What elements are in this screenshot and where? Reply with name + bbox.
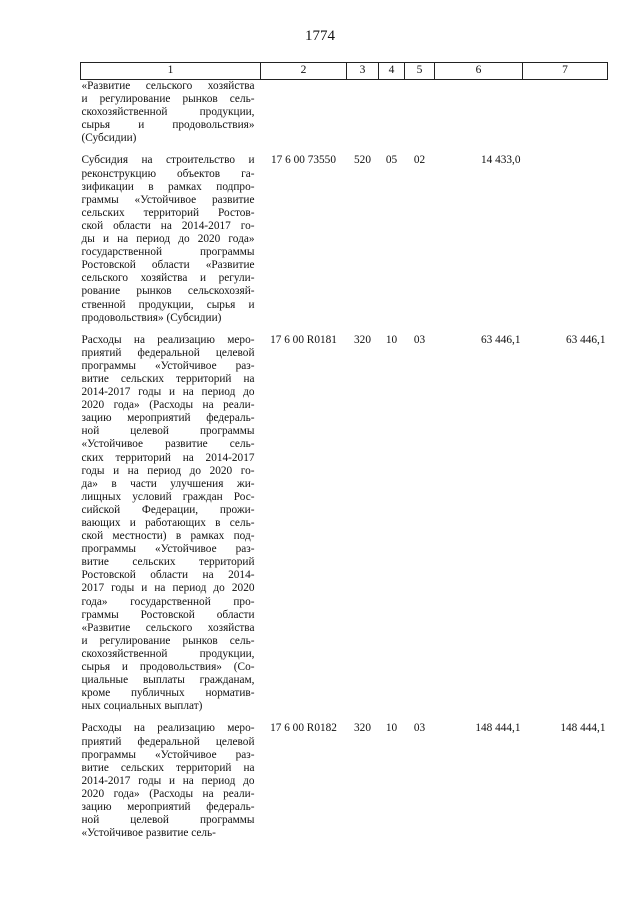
description-line: витие сельских территорий на xyxy=(81,761,255,774)
description-line: Субсидия на строительство и xyxy=(81,154,255,167)
description-line: «Устойчивое развитие сель- xyxy=(81,438,255,451)
description-line: приятий федеральной целевой xyxy=(81,735,255,748)
table-row xyxy=(81,334,608,723)
row-description xyxy=(81,722,261,849)
column-header-1: 1 xyxy=(81,63,261,80)
column-header-2: 2 xyxy=(261,63,347,80)
column-header-6: 6 xyxy=(435,63,523,80)
description-line: ных социальных выплат) xyxy=(81,700,203,713)
description-line: ной целевой программы xyxy=(81,425,255,438)
table-header-row xyxy=(81,63,608,80)
description-line: 2020 года» (Расходы на реали- xyxy=(81,399,255,412)
description-line: 2014-2017 годы и на период до xyxy=(81,774,255,787)
description-line: кроме публичных норматив- xyxy=(81,687,255,700)
description-line: ских территорий на 2014-2017 xyxy=(81,451,255,464)
description-line: «Развитие сельского хозяйства xyxy=(81,80,255,92)
description-line: циальные выплаты гражданам, xyxy=(81,674,255,687)
description-line: годы и на период до 2020 го- xyxy=(81,464,255,477)
description-line: рование рынков сельскохозяй- xyxy=(81,285,255,298)
amount-federal: 148 444,1 xyxy=(560,722,606,735)
table-row xyxy=(81,154,608,333)
description-line: сельского хозяйства и регули- xyxy=(81,272,255,285)
description-line: ственной продукции, сырья и xyxy=(81,298,255,311)
row-description xyxy=(81,334,261,723)
description-line: скохозяйственной продукции, xyxy=(81,106,255,119)
page-number: 1774 xyxy=(305,28,335,44)
column-header-3: 3 xyxy=(347,63,379,80)
subsection: 02 xyxy=(413,154,426,167)
description-line: реконструкцию объектов га- xyxy=(81,167,255,180)
description-line: 2017 годы и на период до 2020 xyxy=(81,582,255,595)
description-line: (Субсидии) xyxy=(81,132,137,145)
description-line: и регулирование рынков сель- xyxy=(81,93,255,106)
expense-type: 320 xyxy=(354,722,371,735)
description-line: сийской Федерации, прожи- xyxy=(81,503,255,516)
column-header-7: 7 xyxy=(523,63,608,80)
description-line: вающих и работающих в сель- xyxy=(81,517,255,529)
expense-type: 320 xyxy=(354,333,371,346)
description-line: «Устойчивое развитие сель- xyxy=(81,827,216,840)
description-line: ской области на 2014-2017 го- xyxy=(81,219,255,232)
description-line: продовольствия» (Субсидии) xyxy=(81,311,222,324)
description-line: граммы Ростовской области xyxy=(81,608,255,621)
description-line: сельских территорий Ростов- xyxy=(81,206,255,219)
description-line: витие сельских территорий на xyxy=(81,372,255,385)
description-line: граммы «Устойчивое развитие xyxy=(81,193,255,206)
amount-federal: 63 446,1 xyxy=(565,333,606,346)
description-line: витие сельских территорий xyxy=(81,556,255,569)
amount-federal xyxy=(523,80,608,155)
description-line: года» государственной про- xyxy=(81,595,255,608)
amount-2017: 63 446,1 xyxy=(480,333,521,346)
description-line: и регулирование рынков сель- xyxy=(81,634,255,647)
amount-2017: 148 444,1 xyxy=(475,722,521,735)
target-code xyxy=(261,80,347,155)
target-code: 17 6 00 R0181 xyxy=(270,333,337,346)
description-line: зацию мероприятий федераль- xyxy=(81,412,255,425)
description-line: лищных условий граждан Рос- xyxy=(81,490,255,503)
subsection: 03 xyxy=(413,722,426,735)
expense-type: 520 xyxy=(354,154,371,167)
description-line: 2020 года» (Расходы на реали- xyxy=(81,787,255,800)
description-line: государственной программы xyxy=(81,246,255,259)
target-code: 17 6 00 R0182 xyxy=(270,722,337,735)
description-line: «Развитие сельского хозяйства xyxy=(81,621,255,634)
description-line: зификации в рамках подпро- xyxy=(81,180,255,193)
description-line: да» в части улучшения жи- xyxy=(81,477,255,490)
description-line: скохозяйственной продукции, xyxy=(81,647,255,660)
amount-federal xyxy=(523,154,608,333)
section: 10 xyxy=(385,722,398,735)
description-line: Расходы на реализацию меро- xyxy=(81,722,255,735)
subsection: 03 xyxy=(413,333,426,346)
expense-type xyxy=(347,80,379,155)
description-line: сырья и продовольствия» xyxy=(81,119,255,132)
section: 10 xyxy=(385,333,398,346)
section xyxy=(379,80,405,155)
column-header-5: 5 xyxy=(405,63,435,80)
description-line: программы «Устойчивое раз- xyxy=(81,359,255,372)
description-line: ской местности) в рамках под- xyxy=(81,530,255,543)
description-line: 2014-2017 годы и на период до xyxy=(81,386,255,399)
target-code: 17 6 00 73550 xyxy=(271,154,336,167)
row-description xyxy=(81,154,261,333)
section: 05 xyxy=(385,154,398,167)
table-row xyxy=(81,80,608,155)
description-line: программы «Устойчивое раз- xyxy=(81,543,255,556)
description-line: Расходы на реализацию меро- xyxy=(81,333,255,346)
description-line: программы «Устойчивое раз- xyxy=(81,748,255,761)
description-line: ной целевой программы xyxy=(81,814,255,827)
description-line: приятий федеральной целевой xyxy=(81,346,255,359)
row-description xyxy=(81,80,261,155)
description-line: зацию мероприятий федераль- xyxy=(81,800,255,813)
table-row xyxy=(81,722,608,849)
subsection xyxy=(405,80,435,155)
column-header-4: 4 xyxy=(379,63,405,80)
amount-2017 xyxy=(435,80,523,155)
description-line: Ростовской области на 2014- xyxy=(81,569,255,582)
description-line: Ростовской области «Развитие xyxy=(81,259,255,272)
description-line: сырья и продовольствия» (Со- xyxy=(81,661,255,674)
budget-table xyxy=(80,62,608,849)
description-line: ды и на период до 2020 года» xyxy=(81,233,255,246)
amount-2017: 14 433,0 xyxy=(480,154,521,167)
